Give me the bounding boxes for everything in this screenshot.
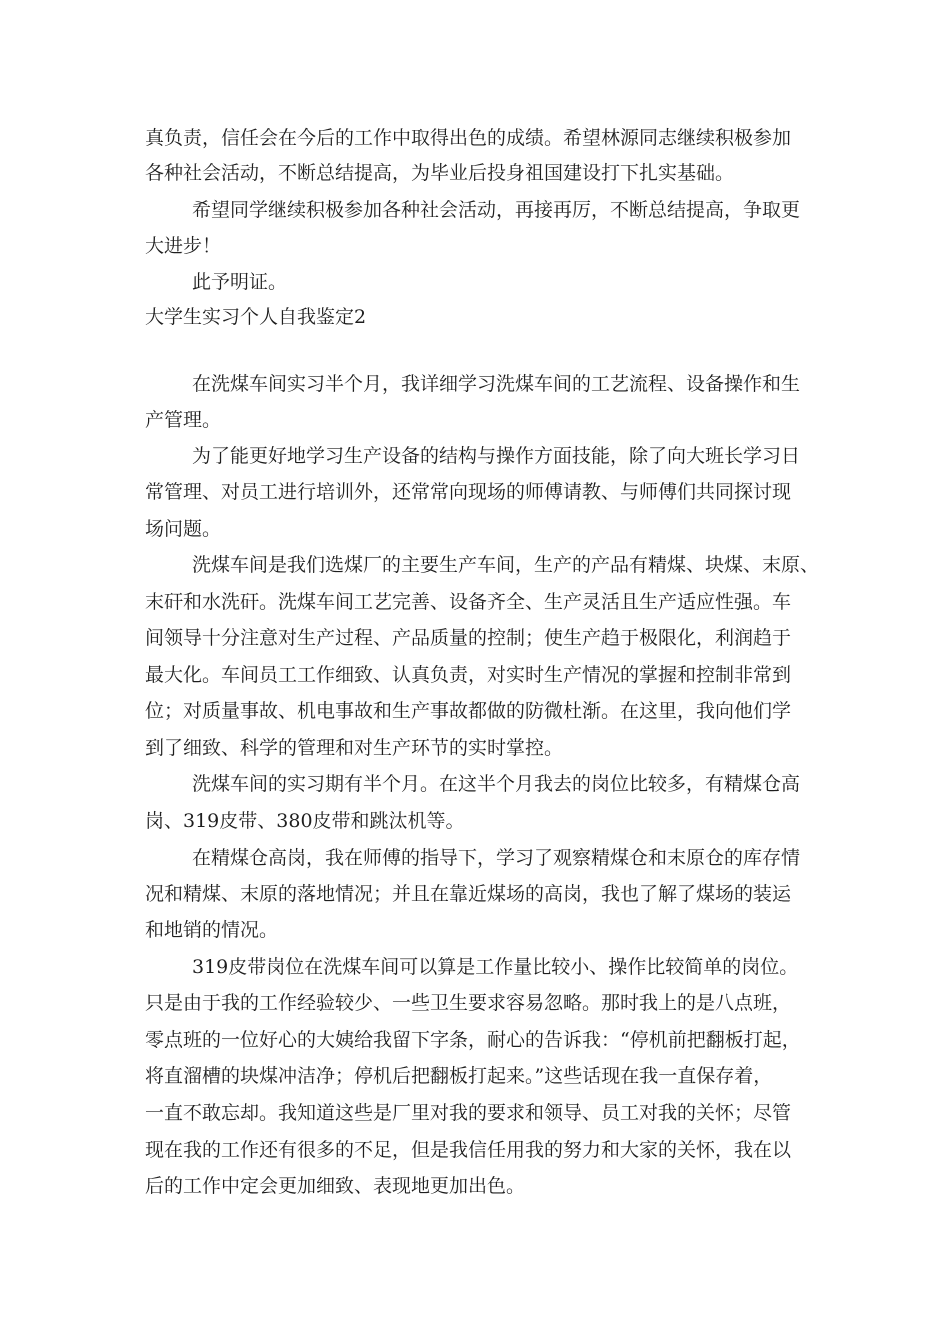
- text-line: 真负责，信任会在今后的工作中取得出色的成绩。希望林源同志继续积极参加: [145, 127, 792, 149]
- text-line: 希望同学继续积极参加各种社会活动，再接再厉，不断总结提高，争取更: [192, 199, 801, 221]
- text-line: 319皮带岗位在洗煤车间可以算是工作量比较小、操作比较简单的岗位。: [192, 956, 799, 978]
- text-line: 各种社会活动，不断总结提高，为毕业后投身祖国建设打下扎实基础。: [145, 162, 735, 184]
- text-line: 和地销的情况。: [145, 919, 279, 941]
- text-line: 位；对质量事故、机电事故和生产事故都做的防微杜渐。在这里，我向他们学: [145, 700, 792, 722]
- text-line: 后的工作中定会更加细致、表现地更加出色。: [145, 1175, 526, 1197]
- section-heading: 大学生实习个人自我鉴定2: [145, 306, 367, 328]
- text-line: 常管理、对员工进行培训外，还常常向现场的师傅请教、与师傅们共同探讨现: [145, 481, 792, 503]
- text-line: 洗煤车间是我们选煤厂的主要生产车间，生产的产品有精煤、块煤、末原、: [192, 554, 820, 576]
- text-line: 现在我的工作还有很多的不足，但是我信任用我的努力和大家的关怀，我在以: [145, 1139, 792, 1161]
- text-line: 况和精煤、末原的落地情况；并且在靠近煤场的高岗，我也了解了煤场的装运: [145, 883, 792, 905]
- text-line: 此予明证。: [192, 271, 288, 293]
- text-line: 岗、319皮带、380皮带和跳汰机等。: [145, 810, 465, 832]
- text-line: 在洗煤车间实习半个月，我详细学习洗煤车间的工艺流程、设备操作和生: [192, 373, 801, 395]
- text-line: 最大化。车间员工工作细致、认真负责，对实时生产情况的掌握和控制非常到: [145, 664, 792, 686]
- text-line: 只是由于我的工作经验较少、一些卫生要求容易忽略。那时我上的是八点班，: [145, 992, 792, 1014]
- text-line: 零点班的一位好心的大姨给我留下字条，耐心的告诉我：“停机前把翻板打起，: [145, 1029, 801, 1051]
- text-line: 一直不敢忘却。我知道这些是厂里对我的要求和领导、员工对我的关怀；尽管: [145, 1102, 792, 1124]
- text-line: 产管理。: [145, 409, 222, 431]
- text-line: 在精煤仓高岗，我在师傅的指导下，学习了观察精煤仓和末原仓的库存情: [192, 847, 801, 869]
- text-line: 为了能更好地学习生产设备的结构与操作方面技能，除了向大班长学习日: [192, 445, 801, 467]
- text-line: 场问题。: [145, 518, 222, 540]
- text-line: 将直溜槽的块煤冲洁净；停机后把翻板打起来。”这些话现在我一直保存着，: [145, 1065, 773, 1087]
- text-line: 末矸和水洗矸。洗煤车间工艺完善、设备齐全、生产灵活且生产适应性强。车: [145, 591, 792, 613]
- text-line: 到了细致、科学的管理和对生产环节的实时掌控。: [145, 737, 564, 759]
- text-line: 大进步！: [145, 235, 222, 257]
- text-line: 间领导十分注意对生产过程、产品质量的控制；使生产趋于极限化，利润趋于: [145, 627, 792, 649]
- text-line: 洗煤车间的实习期有半个月。在这半个月我去的岗位比较多，有精煤仓高: [192, 773, 801, 795]
